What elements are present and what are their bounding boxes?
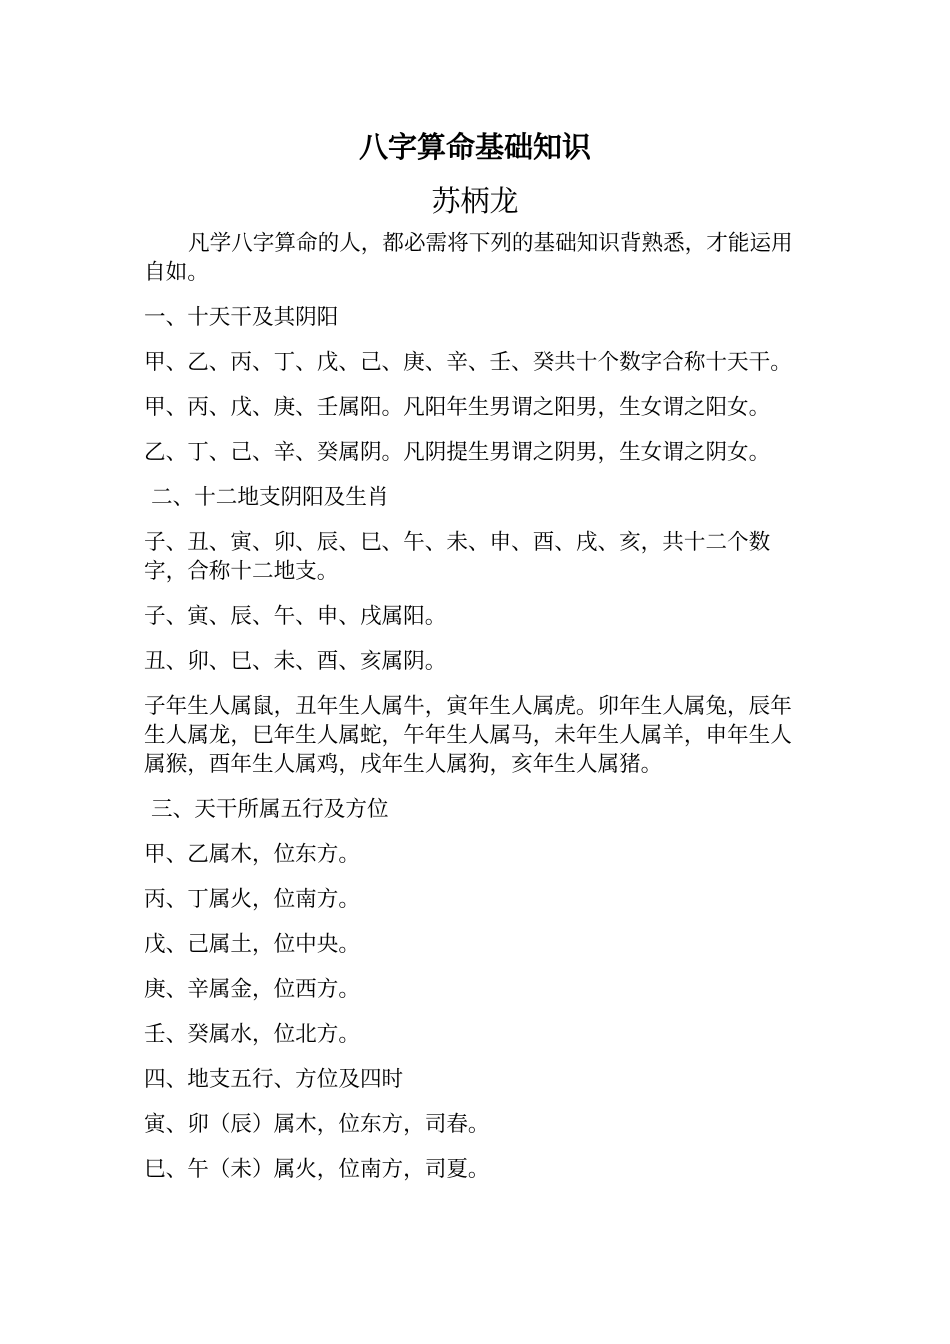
- paragraph: 甲、乙属木，位东方。: [144, 842, 360, 867]
- document-page: [144, 118, 806, 1184]
- paragraph: 乙、丁、己、辛、癸属阴。凡阴提生男谓之阴男，生女谓之阴女。: [144, 440, 771, 465]
- document-author: 苏柄龙: [431, 184, 519, 218]
- paragraph: 甲、乙、丙、丁、戊、己、庚、辛、壬、癸共十个数字合称十天干。: [144, 350, 792, 375]
- section-heading-earthly-branches: 二、十二地支阴阳及生肖: [151, 485, 389, 510]
- paragraph: 戊、己属土，位中央。: [144, 932, 360, 957]
- paragraph: 子、丑、寅、卯、辰、巳、午、未、申、酉、戌、亥，共十二个数字，合称十二地支。: [144, 530, 771, 584]
- paragraph: 壬、癸属水，位北方。: [144, 1022, 360, 1047]
- paragraph: 丙、丁属火，位南方。: [144, 887, 360, 912]
- paragraph: 子年生人属鼠，丑年生人属牛，寅年生人属虎。卯年生人属兔，辰年生人属龙，巳年生人属蛇，午年生人属马，未年生人属羊，申年生人属猴，酉年生人属鸡，戌年生人属狗，亥年生人属猪。: [144, 694, 792, 777]
- paragraph: 庚、辛属金，位西方。: [144, 977, 360, 1002]
- paragraph: 子、寅、辰、午、申、戌属阳。: [144, 604, 447, 629]
- intro-paragraph: 凡学八字算命的人，都必需将下列的基础知识背熟悉，才能运用自如。: [144, 231, 793, 285]
- paragraph: 寅、卯（辰）属木，位东方，司春。: [144, 1112, 490, 1137]
- section-heading-branches-elements: 四、地支五行、方位及四时: [144, 1067, 404, 1092]
- paragraph: 丑、卯、巳、未、酉、亥属阴。: [144, 649, 447, 674]
- document-title: 八字算命基础知识: [358, 130, 591, 164]
- section-heading-heavenly-stems: 一、十天干及其阴阳: [144, 305, 339, 330]
- paragraph: 巳、午（未）属火，位南方，司夏。: [144, 1157, 490, 1182]
- section-heading-stems-elements: 三、天干所属五行及方位: [151, 797, 389, 822]
- paragraph: 甲、丙、戊、庚、壬属阳。凡阳年生男谓之阳男，生女谓之阳女。: [144, 395, 771, 420]
